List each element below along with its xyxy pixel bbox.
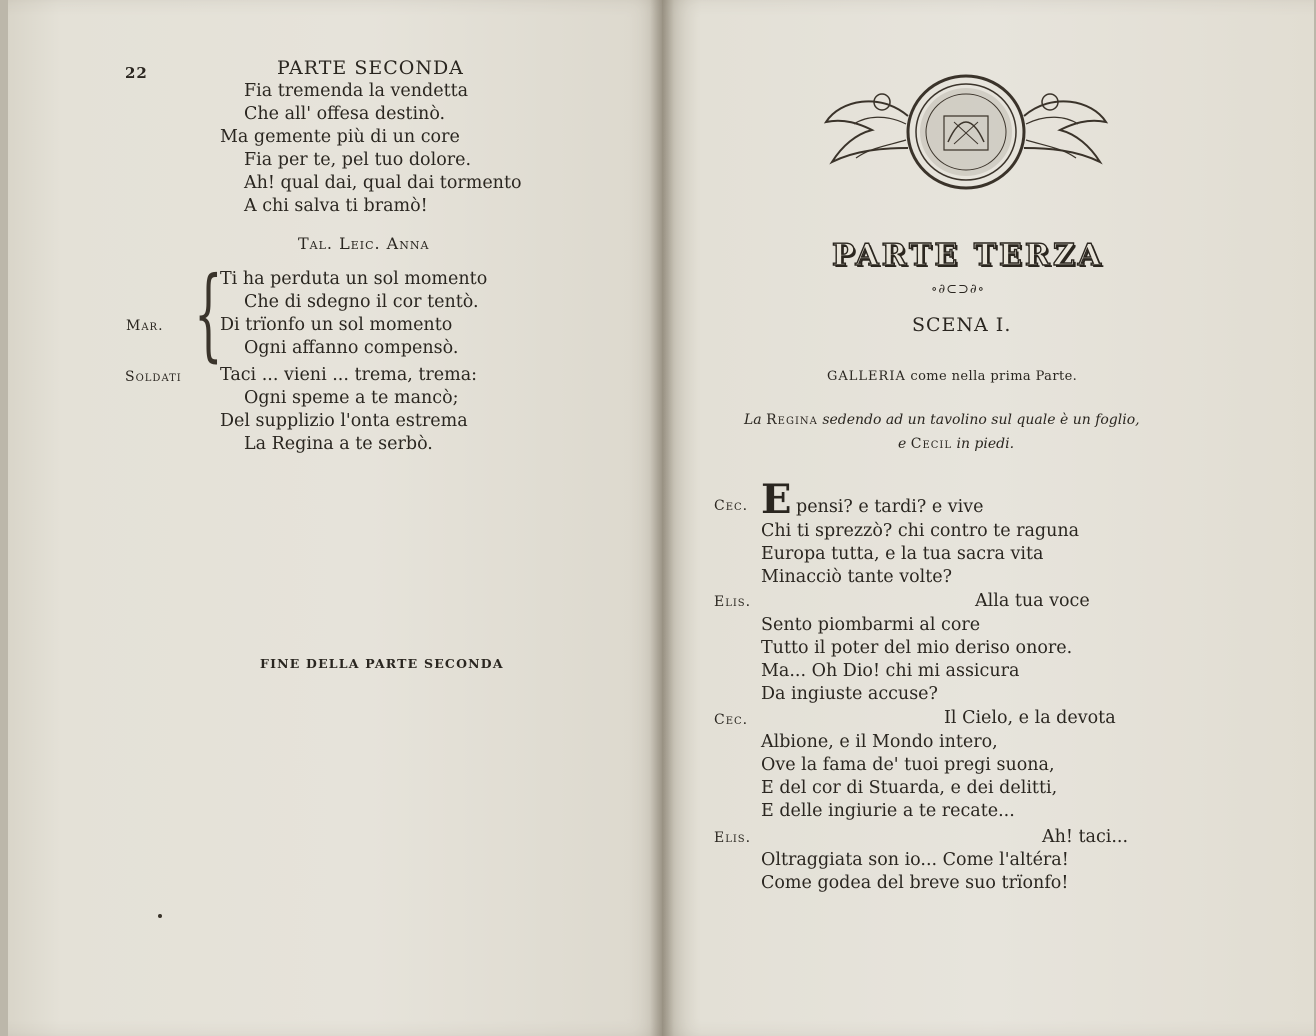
stage-direction-line-2 (898, 436, 1014, 452)
stage-text: sedendo ad un tavolino sul quale è un foglio, (822, 412, 1140, 428)
verse-line: Che di sdegno il cor tentò. (244, 292, 479, 312)
ornament-vignette-icon (820, 72, 1112, 194)
bleed-through-texture (478, 150, 628, 710)
verse-line: Albione, e il Mondo intero, (761, 732, 998, 752)
stage-text: e (898, 436, 907, 452)
ink-speck (158, 914, 162, 918)
verse-line: Minacciò tante volte? (761, 567, 952, 587)
verse-line: Ah! taci... (1042, 827, 1129, 847)
verse-line: E del cor di Stuarda, e dei delitti, (761, 778, 1058, 798)
verse-line: Taci ... vieni ... trema, trema: (220, 365, 478, 385)
character-name-regina: Regina (766, 412, 818, 428)
verse-line: Ove la fama de' tuoi pregi suona, (761, 755, 1055, 775)
verse-line: Ti ha perduta un sol momento (220, 269, 488, 289)
cec-speech-2 (761, 731, 1057, 823)
verse-line: Tutto il poter del mio deriso onore. (761, 638, 1073, 658)
stage-text: in piedi. (956, 436, 1015, 452)
stanza-1 (220, 80, 522, 218)
verse-line: Oltraggiata son io... Come l'altéra! (761, 850, 1069, 870)
verse-line: A chi salva ti bramò! (244, 196, 428, 216)
speaker-cec: Cec. (714, 712, 749, 728)
character-name-cecil: Cecil (910, 436, 953, 452)
speaker-elis: Elis. (714, 594, 752, 610)
speaker-soldati: Soldati (125, 369, 182, 385)
speaker-elis: Elis. (714, 830, 752, 846)
speaker-heading-trio: Tal. Leic. Anna (298, 234, 430, 253)
verse-line: Come godea del breve suo trïonfo! (761, 873, 1069, 893)
verse-line: Europa tutta, e la tua sacra vita (761, 544, 1044, 564)
verse-line: La Regina a te serbò. (244, 434, 433, 454)
left-page (8, 0, 662, 1036)
setting-rest: come nella prima Parte. (910, 369, 1078, 384)
verse-line: Sento piombarmi al core (761, 615, 981, 635)
setting-location: GALLERIA (827, 369, 906, 384)
verse-line: Ogni speme a te mancò; (244, 388, 459, 408)
verse-line: Ma gemente più di un core (220, 127, 460, 147)
verse-line: Ah! qual dai, qual dai tormento (244, 173, 522, 193)
running-head: PARTE SECONDA (277, 57, 464, 79)
stage-text: La (744, 412, 762, 428)
verse-line: Del supplizio l'onta estrema (220, 411, 468, 431)
setting-direction (827, 369, 1077, 384)
book-gutter (650, 0, 674, 1036)
flourish-divider: ∘∂⊂⊃∂∘ (931, 282, 985, 297)
verse-line: Da ingiuste accuse? (761, 684, 938, 704)
stage-direction-line-1 (744, 412, 1140, 428)
stanza-2 (220, 268, 487, 360)
verse-line: Ogni affanno compensò. (244, 338, 459, 358)
speaker-cec: Cec. (714, 498, 749, 514)
verse-line: Il Cielo, e la devota (944, 708, 1116, 728)
brace: { (194, 255, 223, 372)
elis-speech-2 (761, 849, 1069, 895)
verse-line: pensi? e tardi? e vive (796, 497, 984, 517)
cec-speech-1 (761, 520, 1079, 589)
stanza-3 (220, 364, 477, 456)
verse-line: Alla tua voce (975, 591, 1090, 611)
verse-line: Di trïonfo un sol momento (220, 315, 453, 335)
verse-line: Fia tremenda la vendetta (244, 81, 469, 101)
elis-speech-1 (761, 614, 1072, 706)
verse-line: E delle ingiurie a te recate... (761, 801, 1015, 821)
verse-line: Che all' offesa destinò. (244, 104, 446, 124)
right-page (662, 0, 1314, 1036)
drop-cap: E (761, 476, 792, 523)
verse-line: Ma... Oh Dio! chi mi assicura (761, 661, 1020, 681)
verse-line: Fia per te, pel tuo dolore. (244, 150, 472, 170)
part-title: PARTE TERZA (832, 238, 1104, 273)
scene-heading: SCENA I. (912, 314, 1012, 336)
verse-line: Chi ti sprezzò? chi contro te raguna (761, 521, 1080, 541)
speaker-mar: Mar. (126, 318, 164, 334)
page-number: 22 (125, 64, 148, 82)
end-of-part-note: FINE DELLA PARTE SECONDA (260, 656, 504, 671)
